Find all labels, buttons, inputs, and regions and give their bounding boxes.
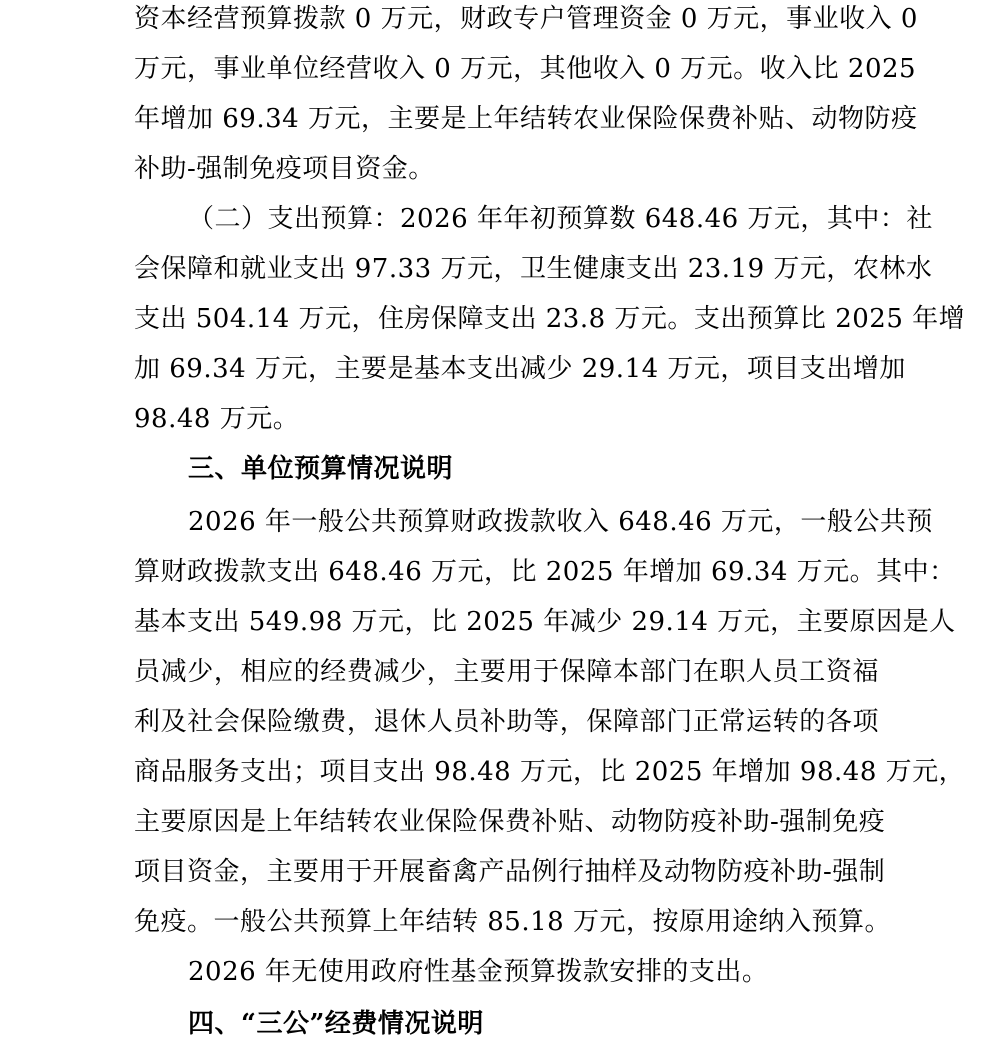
text-line: 2026 年无使用政府性基金预算拨款安排的支出。 bbox=[188, 957, 769, 987]
text-line: 资本经营预算拨款 0 万元，财政专户管理资金 0 万元，事业收入 0 bbox=[134, 4, 918, 34]
text-line: 会保障和就业支出 97.33 万元，卫生健康支出 23.19 万元，农林水 bbox=[134, 254, 933, 284]
text-line: 商品服务支出；项目支出 98.48 万元，比 2025 年增加 98.48 万元， bbox=[134, 757, 966, 787]
text-line: 免疫。一般公共预算上年结转 85.18 万元，按原用途纳入预算。 bbox=[134, 907, 891, 937]
text-line: 加 69.34 万元，主要是基本支出减少 29.14 万元，项目支出增加 bbox=[134, 354, 906, 384]
text-line: 98.48 万元。 bbox=[134, 404, 300, 434]
text-line: 支出 504.14 万元，住房保障支出 23.8 万元。支出预算比 2025 年增 bbox=[134, 304, 966, 334]
section-heading: 四、“三公”经费情况说明 bbox=[188, 1009, 484, 1039]
text-line: 补助-强制免疫项目资金。 bbox=[134, 154, 435, 184]
text-line: 项目资金，主要用于开展畜禽产品例行抽样及动物防疫补助-强制 bbox=[134, 857, 886, 887]
text-line: 员减少，相应的经费减少，主要用于保障本部门在职人员工资福 bbox=[134, 657, 879, 687]
text-line: （二）支出预算：2026 年年初预算数 648.46 万元，其中：社 bbox=[188, 204, 933, 234]
text-line: 万元，事业单位经营收入 0 万元，其他收入 0 万元。收入比 2025 bbox=[134, 54, 917, 84]
text-line: 利及社会保险缴费，退休人员补助等，保障部门正常运转的各项 bbox=[134, 707, 879, 737]
section-heading: 三、单位预算情况说明 bbox=[188, 454, 454, 484]
text-line: 主要原因是上年结转农业保险保费补贴、动物防疫补助-强制免疫 bbox=[134, 807, 886, 837]
text-line: 基本支出 549.98 万元，比 2025 年减少 29.14 万元，主要原因是人 bbox=[134, 607, 956, 637]
text-line: 2026 年一般公共预算财政拨款收入 648.46 万元，一般公共预 bbox=[188, 507, 933, 537]
text-line: 算财政拨款支出 648.46 万元，比 2025 年增加 69.34 万元。其中： bbox=[134, 557, 956, 587]
text-line: 年增加 69.34 万元，主要是上年结转农业保险保费补贴、动物防疫 bbox=[134, 104, 918, 134]
